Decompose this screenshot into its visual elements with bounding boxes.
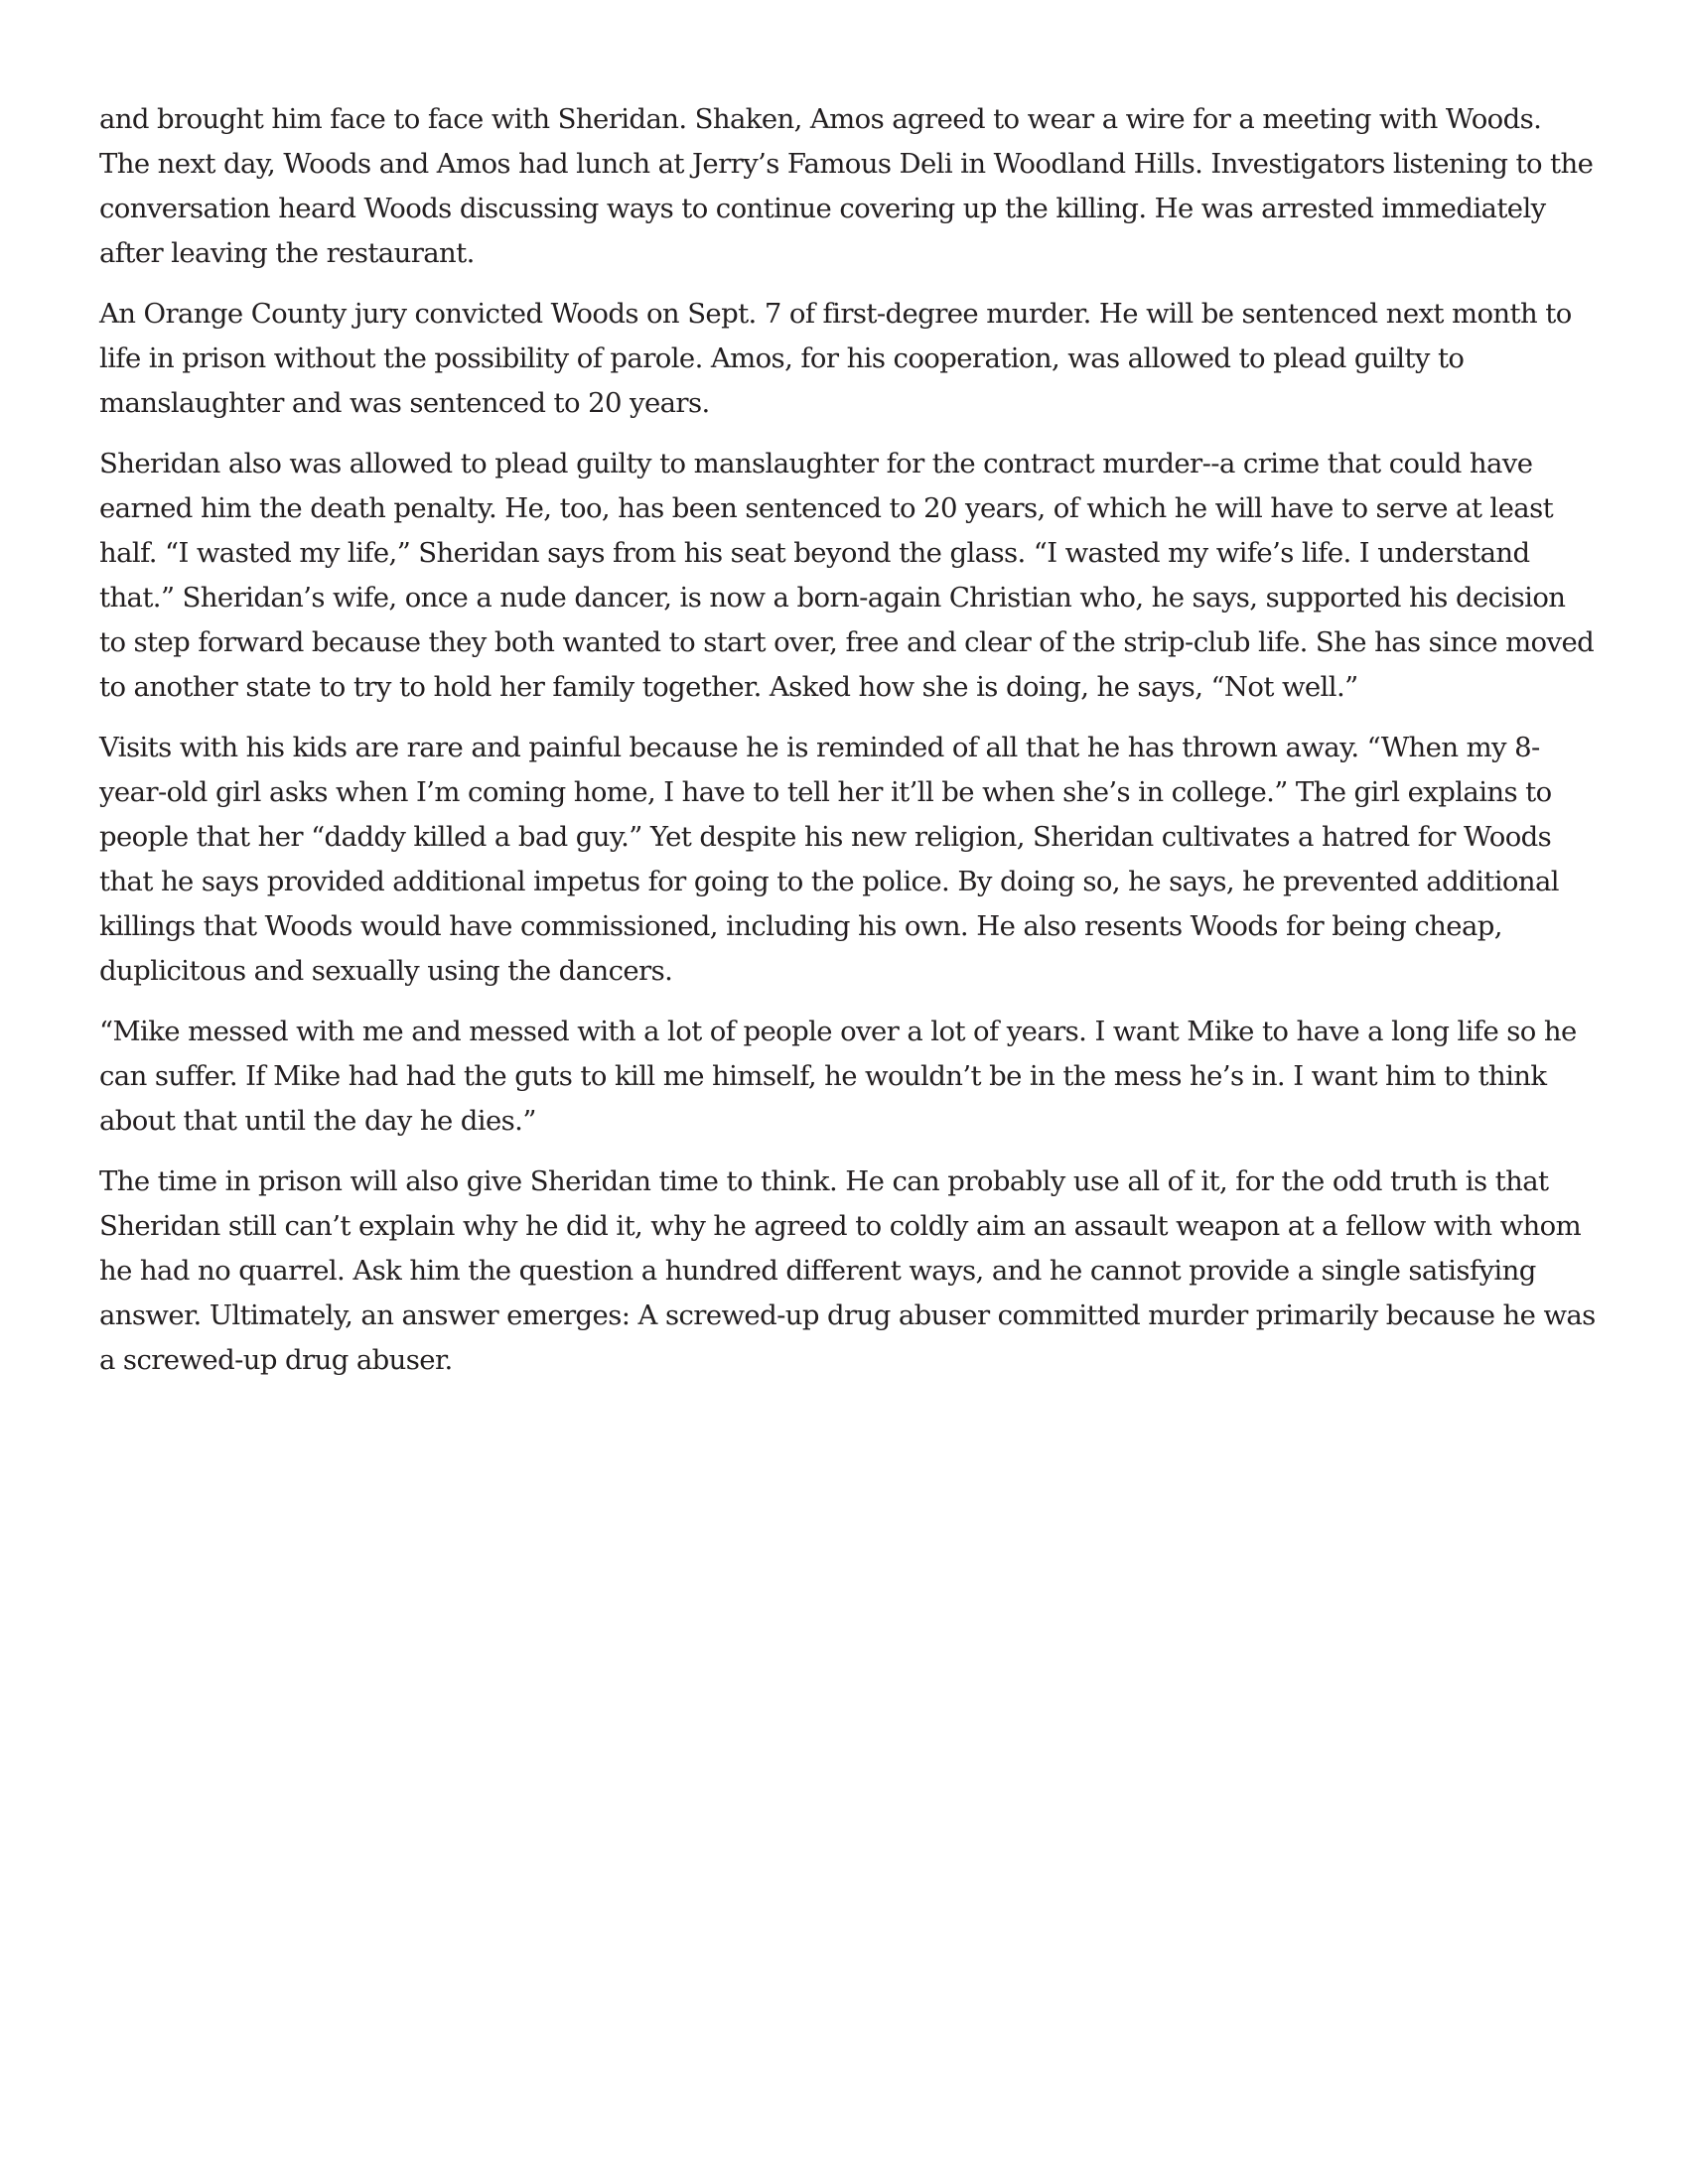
paragraph-3: Sheridan also was allowed to plead guilty to manslaughter for the contract murder--a crime that could have earned him the death penalty. He, too, has been sentenced to 20 years, of which he will have to serve at least half. “I wasted my life,” Sheridan says from his seat beyond the glass. “I wasted my wife’s life. I understand that.” Sheridan’s wife, once a nude dancer, is now a born-again Christian who, he says, supported his decision to step forward because they both wanted to start over, free and clear of the strip-club life. She has since moved to another state to try to hold her family together. Asked how she is doing, he says, “Not well.” — [99, 448, 1595, 703]
paragraph-5: “Mike messed with me and messed with a lot of people over a lot of years. I want Mike to have a long life so he can suffer. If Mike had had the guts to kill me himself, he wouldn’t be in the mess he’s in. I want him to think about that until the day he dies.” — [99, 1016, 1577, 1137]
paragraph-4: Visits with his kids are rare and painful because he is reminded of all that he has thrown away. “When my 8-year-old girl asks when I’m coming home, I have to tell her it’ll be when she’s in college.” The girl explains to people that her “daddy killed a bad guy.” Yet despite his new religion, Sheridan cultivates a hatred for Woods that he says provided additional impetus for going to the police. By doing so, he says, he prevented additional killings that Woods would have commissioned, including his own. He also resents Woods for being cheap, duplicitous and sexually using the dancers. — [99, 732, 1559, 987]
document-page — [99, 97, 1599, 1399]
paragraph-6: The time in prison will also give Sheridan time to think. He can probably use all of it, for the odd truth is that Sheridan still can’t explain why he did it, why he agreed to coldly aim an assault weapon at a fellow with whom he had no quarrel. Ask him the question a hundred different ways, and he cannot provide a single satisfying answer. Ultimately, an answer emerges: A screwed-up drug abuser committed murder primarily because he was a screwed-up drug abuser. — [99, 1165, 1596, 1376]
paragraph-2: An Orange County jury convicted Woods on Sept. 7 of first-degree murder. He will be sentenced next month to life in prison without the possibility of parole. Amos, for his cooperation, was allowed to plead guilty to manslaughter and was sentenced to 20 years. — [99, 298, 1572, 419]
paragraph-1: and brought him face to face with Sheridan. Shaken, Amos agreed to wear a wire for a meeting with Woods. The next day, Woods and Amos had lunch at Jerry’s Famous Deli in Woodland Hills. Investigators listening to the conversation heard Woods discussing ways to continue covering up the killing. He was arrested immediately after leaving the restaurant. — [99, 103, 1594, 269]
